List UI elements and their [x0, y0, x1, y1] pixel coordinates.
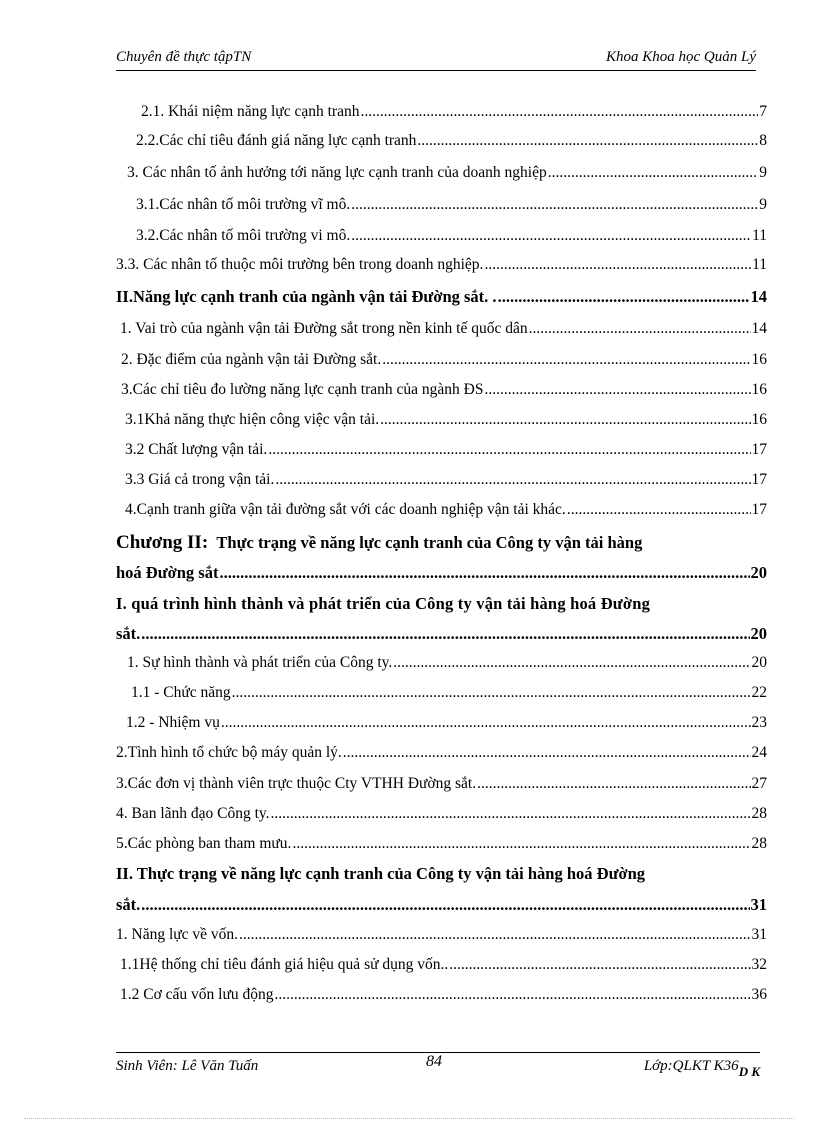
toc-page: 16	[751, 381, 767, 398]
toc-entry	[116, 894, 767, 916]
toc-entry	[121, 349, 767, 371]
toc-title: 1. Sự hình thành và phát triển của Công ty.	[127, 654, 393, 671]
toc-title: sắt.	[116, 895, 141, 914]
page-header	[116, 48, 756, 71]
toc-entry	[116, 742, 767, 764]
toc-title: 1.2 - Nhiệm vụ	[126, 714, 220, 731]
toc-entry	[116, 286, 767, 308]
toc-page: 20	[750, 624, 767, 643]
toc-title: II.Năng lực cạnh tranh của ngành vận tải Đường sắt. .	[116, 287, 497, 306]
toc-entry	[136, 194, 767, 216]
page-footer	[116, 1052, 760, 1083]
toc-entry	[141, 101, 767, 123]
toc-entry	[126, 712, 767, 734]
toc-title: 3.2.Các nhân tố môi trường vi mô.	[136, 227, 351, 244]
toc-entry	[136, 225, 767, 247]
header-left: Chuyên đề thực tậpTN	[116, 49, 252, 65]
toc-page: 11	[752, 256, 767, 273]
toc-entry	[120, 984, 767, 1006]
toc-title: 3.1Khả năng thực hiện công việc vận tải.	[125, 411, 380, 428]
toc-page: 28	[751, 805, 767, 822]
toc-title: 3.Các chỉ tiêu đo lường năng lực cạnh tranh của ngành ĐS	[121, 381, 484, 398]
header-right: Khoa Khoa học Quản Lý	[606, 49, 756, 65]
toc-entry	[136, 130, 767, 152]
toc-title: 3.3. Các nhân tố thuộc môi trường bên trong doanh nghiệp.	[116, 256, 484, 273]
toc-entry	[125, 469, 767, 491]
toc-title: hoá Đường sắt	[116, 563, 219, 582]
toc-entry	[116, 773, 767, 795]
toc-entry	[116, 593, 767, 615]
toc-title: 2. Đặc điểm của ngành vận tải Đường sắt.	[121, 351, 382, 368]
footer-class-sub: D K	[738, 1064, 760, 1079]
toc-entry	[121, 379, 767, 401]
toc-entry	[125, 439, 767, 461]
toc-entry	[116, 562, 767, 584]
toc-entry	[116, 803, 767, 825]
toc-entry	[125, 499, 767, 521]
toc-page: 9	[759, 164, 767, 181]
toc-title: 1.2 Cơ cấu vốn lưu động	[120, 986, 274, 1003]
toc-entry	[116, 863, 767, 885]
toc-title: 5.Các phòng ban tham mưu.	[116, 835, 292, 852]
toc-title: 4. Ban lãnh đạo Công ty.	[116, 805, 270, 822]
toc-page: 31	[750, 895, 767, 914]
toc-page: 31	[751, 926, 767, 943]
toc-title: 3.1.Các nhân tố môi trường vĩ mô.	[136, 196, 351, 213]
toc-page: 36	[751, 986, 767, 1003]
toc-title: 4.Cạnh tranh giữa vận tải đường sắt với các doanh nghiệp vận tải khác.	[125, 501, 566, 518]
toc-entry	[120, 318, 767, 340]
footer-author: Sinh Viên: Lê Văn Tuấn	[116, 1058, 259, 1074]
toc-title: 2.1. Khái niệm năng lực cạnh tranh	[141, 103, 360, 120]
toc-page: 9	[759, 196, 767, 213]
toc-title: 3.3 Giá cả trong vận tải.	[125, 471, 275, 488]
toc-page: 28	[751, 835, 767, 852]
toc-chapter-line	[116, 530, 767, 556]
page-number: 84	[426, 1053, 442, 1070]
toc-title: I. quá trình hình thành và phát triển của Công ty vận tải hàng hoá Đường	[116, 594, 651, 613]
toc-entry	[131, 682, 767, 704]
bottom-divider	[24, 1118, 794, 1119]
footer-class-label: Lớp:QLKT K36	[643, 1058, 739, 1074]
toc-title: 1. Vai trò của ngành vận tải Đường sắt trong nền kinh tế quốc dân	[120, 320, 528, 337]
toc-page: 23	[751, 714, 767, 731]
toc-entry	[125, 409, 767, 431]
toc-page: 20	[750, 563, 767, 582]
toc-title: 2.Tình hình tổ chức bộ máy quản lý.	[116, 744, 342, 761]
toc-page: 14	[750, 287, 767, 306]
toc-title: 1.1Hệ thống chỉ tiêu đánh giá hiệu quả sử dụng vốn..	[120, 956, 449, 973]
toc-page: 7	[759, 103, 767, 120]
toc-title: 3. Các nhân tố ảnh hưởng tới năng lực cạnh tranh của doanh nghiệp	[127, 164, 547, 181]
toc-title: 1. Năng lực về vốn.	[116, 926, 239, 943]
toc-page: 20	[751, 654, 767, 671]
toc-title: 1.1 - Chức năng	[131, 684, 231, 701]
toc-title: Thực trạng về năng lực cạnh tranh của Công ty vận tải hàng	[216, 533, 643, 552]
toc-page: 17	[751, 441, 767, 458]
toc-title: sắt.	[116, 624, 141, 643]
toc-entry	[127, 652, 767, 674]
toc-page: 24	[751, 744, 767, 761]
chapter-label: Chương II:	[116, 532, 209, 553]
toc-page: 32	[751, 956, 767, 973]
toc-page: 17	[751, 471, 767, 488]
toc-page: 11	[752, 227, 767, 244]
toc-page: 16	[751, 411, 767, 428]
toc-title: II. Thực trạng về năng lực cạnh tranh của Công ty vận tải hàng hoá Đường	[116, 864, 646, 883]
toc-page: 8	[759, 132, 767, 149]
toc-page: 17	[751, 501, 767, 518]
toc-entry	[116, 623, 767, 645]
toc-entry	[116, 924, 767, 946]
toc-title: 3.2 Chất lượng vận tải.	[125, 441, 268, 458]
toc-title: 3.Các đơn vị thành viên trực thuộc Cty VTHH Đường sắt.	[116, 775, 477, 792]
toc-page: 16	[751, 351, 767, 368]
toc-title: 2.2.Các chỉ tiêu đánh giá năng lực cạnh tranh	[136, 132, 417, 149]
toc-entry	[116, 833, 767, 855]
footer-class	[644, 1058, 760, 1080]
toc-page: 22	[751, 684, 767, 701]
toc-entry	[127, 162, 767, 184]
toc-entry	[116, 254, 767, 276]
toc-entry	[120, 954, 767, 976]
toc-page: 27	[751, 775, 767, 792]
toc-page: 14	[751, 320, 767, 337]
